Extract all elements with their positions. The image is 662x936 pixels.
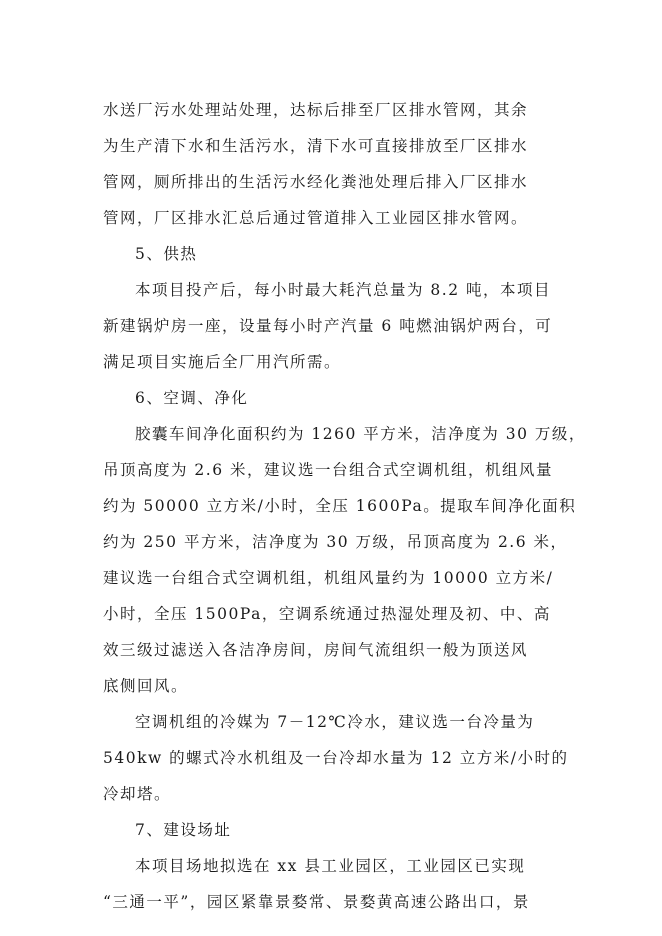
- paragraph-line: 水送厂污水处理站处理，达标后排至厂区排水管网，其余: [103, 101, 529, 119]
- paragraph-line: 满足项目实施后全厂用汽所需。: [103, 353, 342, 371]
- paragraph-line: 新建锅炉房一座，设量每小时产汽量 6 吨燃油锅炉两台，可: [103, 317, 553, 335]
- paragraph-line: 540kw 的螺式冷水机组及一台冷却水量为 12 立方米/小时的: [103, 749, 569, 767]
- paragraph-line: 吊顶高度为 2.6 米，建议选一台组合式空调机组，机组风量: [103, 461, 554, 479]
- paragraph-line: 管网，厂区排水汇总后通过管道排入工业园区排水管网。: [103, 209, 529, 227]
- paragraph-line: 效三级过滤送入各洁净房间，房间气流组织一般为顶送风: [103, 641, 529, 659]
- paragraph-line: 胶囊车间净化面积约为 1260 平方米，洁净度为 30 万级，: [135, 425, 586, 443]
- paragraph-line: 约为 50000 立方米/小时，全压 1600Pa。提取车间净化面积: [103, 497, 577, 515]
- paragraph-line: 为生产清下水和生活污水，清下水可直接排放至厂区排水: [103, 137, 529, 155]
- paragraph-line: “三通一平”，园区紧靠景婺常、景婺黄高速公路出口，景: [103, 893, 530, 911]
- paragraph-line: 建议选一台组合式空调机组，机组风量约为 10000 立方米/: [103, 569, 554, 587]
- paragraph-line: 空调机组的冷媒为 7－12℃冷水，建议选一台冷量为: [135, 713, 535, 731]
- section-heading-site: 7、建设场址: [135, 821, 232, 839]
- paragraph-line: 约为 250 平方米，洁净度为 30 万级，吊顶高度为 2.6 米，: [103, 533, 568, 551]
- paragraph-line: 底侧回风。: [103, 677, 189, 695]
- paragraph-line: 冷却塔。: [103, 785, 172, 803]
- paragraph-line: 本项目投产后，每小时最大耗汽总量为 8.2 吨，本项目: [135, 281, 552, 299]
- paragraph-line: 管网，厕所排出的生活污水经化粪池处理后排入厂区排水: [103, 173, 529, 191]
- section-heading-heat-supply: 5、供热: [135, 245, 198, 263]
- paragraph-line: 小时，全压 1500Pa，空调系统通过热湿处理及初、中、高: [103, 605, 551, 623]
- paragraph-line: 本项目场地拟选在 xx 县工业园区，工业园区已实现: [135, 857, 526, 875]
- section-heading-hvac: 6、空调、净化: [135, 389, 249, 407]
